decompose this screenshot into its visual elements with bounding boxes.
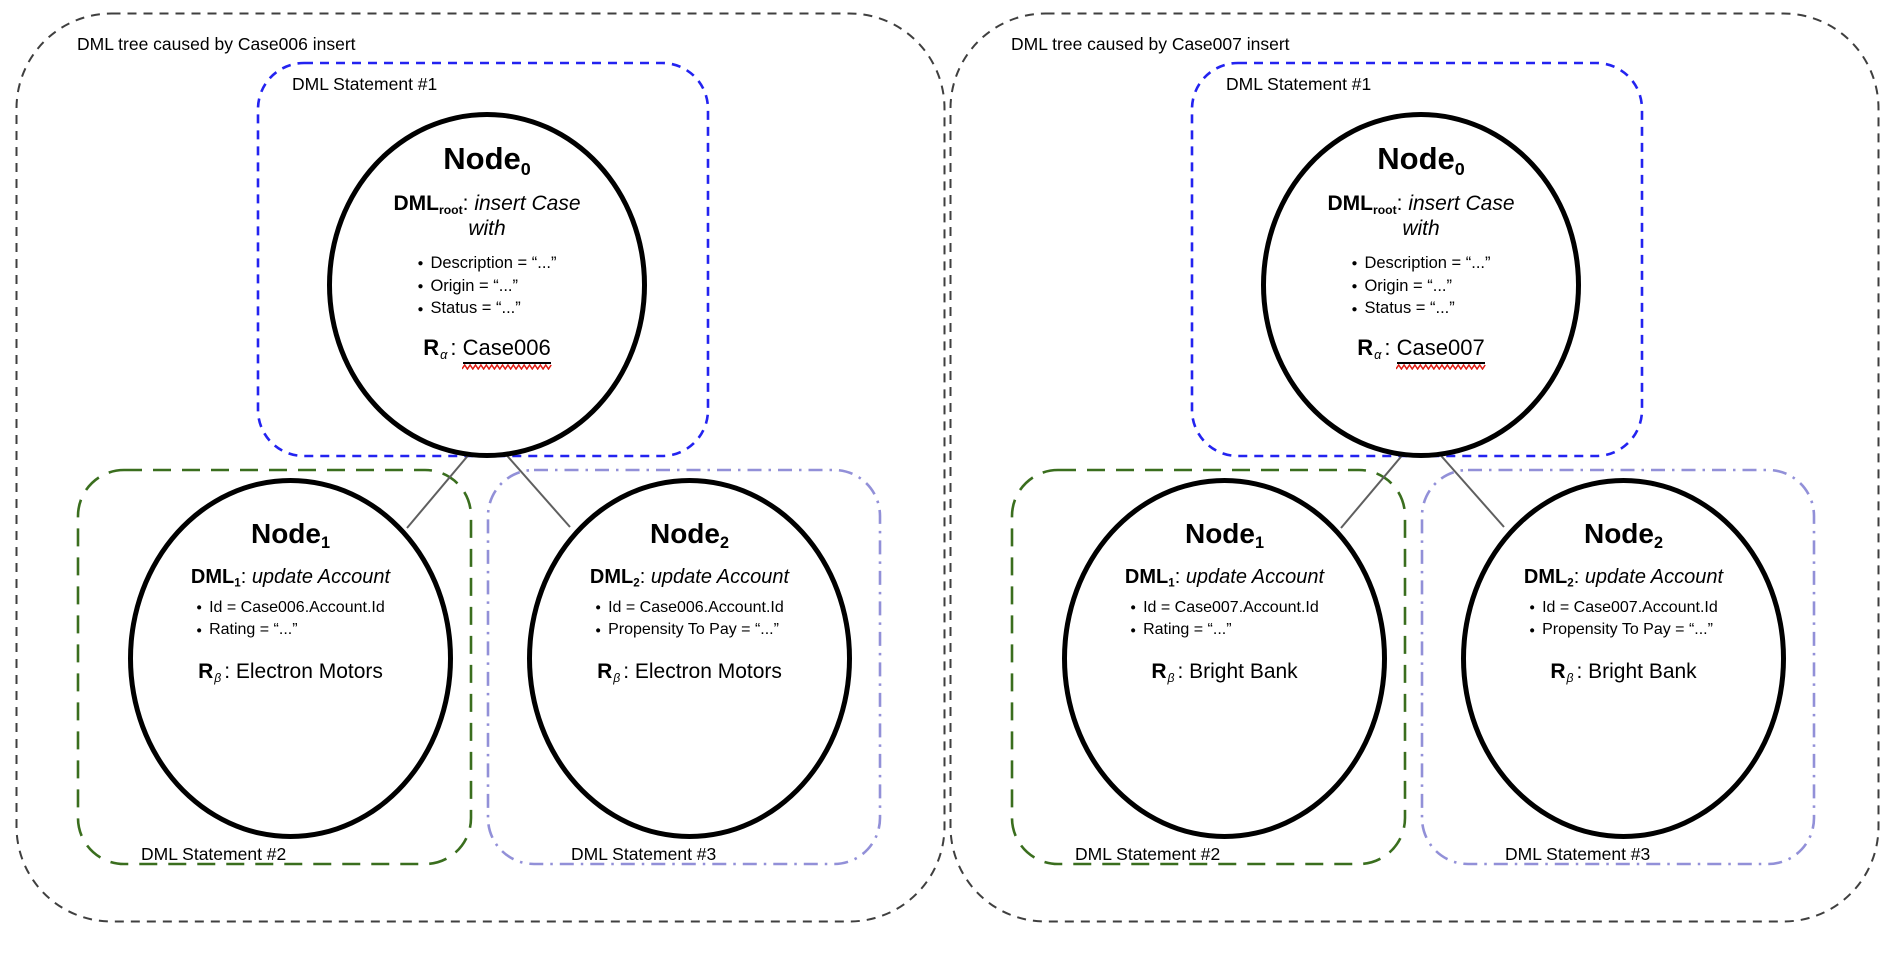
record-value: Case006 [462,335,551,361]
bullet-icon: ● [1351,303,1358,315]
field-text: Rating = “...” [1143,620,1232,638]
node2-dml-statement [590,565,789,589]
statement3-label: DML Statement #3 [1505,844,1651,864]
node2-title [649,518,730,553]
node-name: Node [1184,518,1255,549]
bullet-icon: ● [196,624,203,636]
dml-subscript: 2 [633,577,640,591]
bullet-icon: ● [1351,258,1358,270]
field-text: Id = Case006.Account.Id [608,598,784,616]
field-text: Id = Case007.Account.Id [1143,598,1319,616]
dml-label: DML [589,566,634,589]
separator: : [1576,659,1589,683]
node-name-subscript: 2 [719,534,730,553]
node0-circle [327,112,647,458]
field-row [1529,597,1717,619]
statement1-label: DML Statement #1 [1226,74,1372,94]
node-name-subscript: 0 [1454,158,1465,179]
dml-label: DML [1523,566,1568,589]
bullet-icon: ● [417,303,424,315]
record-subscript: β [1167,670,1175,685]
bullet-icon: ● [417,281,424,293]
field-row [417,252,556,275]
record-label: R [198,659,214,683]
separator: : [1573,566,1585,589]
dml-label: DML [393,191,439,215]
dml-label: DML [1124,566,1169,589]
dml-action: update Account [251,566,391,589]
field-text: Origin = “...” [1364,276,1452,295]
node-name: Node [649,518,720,549]
dml-action-continued: with [468,217,506,241]
node1-fields [196,597,384,641]
node0-dml-statement [393,191,580,242]
node-name-subscript: 2 [1653,534,1664,553]
node0-dml-statement [1327,191,1514,242]
node1-record [198,660,383,684]
separator: : [1174,566,1186,589]
spellcheck-wave-icon [1396,364,1486,370]
field-row [417,275,556,298]
statement2-label: DML Statement #2 [1075,844,1221,864]
field-row [1351,297,1490,320]
bullet-icon: ● [1529,602,1536,614]
node-name: Node [443,141,521,176]
node1-dml-statement [1125,565,1324,589]
node-name: Node [1583,518,1654,549]
field-text: Description = “...” [430,253,557,272]
node0-circle [1261,112,1581,458]
dml-tree-case007 [949,12,1880,923]
separator: : [240,566,252,589]
field-row [1130,619,1318,641]
bullet-icon: ● [595,624,602,636]
dml-action-continued: with [1402,217,1440,241]
node1-title [250,518,331,553]
dml-action: insert Case [474,191,581,215]
node0-record [1357,335,1484,364]
field-row [196,597,384,619]
record-subscript: α [1374,347,1382,363]
field-text: Id = Case006.Account.Id [209,598,385,616]
dml-action: update Account [1185,566,1325,589]
record-label: R [1550,659,1566,683]
dml-subscript: 1 [234,577,241,591]
statement2-label: DML Statement #2 [141,844,287,864]
dml-subscript: root [438,202,463,217]
dml-subscript: 2 [1567,577,1574,591]
tree-title: DML tree caused by Case007 insert [1011,34,1290,54]
tree-title: DML tree caused by Case006 insert [77,34,356,54]
record-value: Bright Bank [1189,659,1298,683]
node2-title [1583,518,1664,553]
node1-dml-statement [191,565,390,589]
field-text: Rating = “...” [209,620,298,638]
record-value: Electron Motors [235,659,383,683]
bullet-icon: ● [1529,624,1536,636]
dml-tree-case006 [15,12,946,923]
node1-circle [1062,478,1387,839]
field-row [595,597,783,619]
node-name-subscript: 0 [520,158,531,179]
dml-action: insert Case [1408,191,1515,215]
node1-circle [128,478,453,839]
node0-title [443,141,531,179]
statement3-label: DML Statement #3 [571,844,717,864]
field-text: Status = “...” [1364,299,1455,318]
record-subscript: β [1566,670,1574,685]
separator: : [1396,191,1409,215]
separator: : [639,566,651,589]
node2-record [597,660,782,684]
node0-fields [1351,252,1490,320]
dml-label: DML [1327,191,1373,215]
dml-subscript: 1 [1168,577,1175,591]
field-text: Status = “...” [430,299,521,318]
separator: : [1384,335,1397,361]
record-value-underlined [463,335,551,364]
field-row [1351,275,1490,298]
node2-fields [1529,597,1717,641]
bullet-icon: ● [196,602,203,614]
node1-fields [1130,597,1318,641]
node1-record [1151,660,1297,684]
record-value: Case007 [1396,335,1485,361]
field-row [595,619,783,641]
node2-record [1550,660,1696,684]
record-subscript: α [440,347,448,363]
record-value: Bright Bank [1588,659,1697,683]
node2-circle [527,478,852,839]
node-name-subscript: 1 [320,534,331,553]
record-value: Electron Motors [634,659,782,683]
record-value-underlined [1397,335,1485,364]
field-text: Description = “...” [1364,253,1491,272]
separator: : [462,191,475,215]
node-name-subscript: 1 [1254,534,1265,553]
record-subscript: β [613,670,621,685]
node-name: Node [250,518,321,549]
separator: : [623,659,635,683]
record-label: R [1151,659,1167,683]
node2-circle [1461,478,1786,839]
field-row [1351,252,1490,275]
node2-fields [595,597,783,641]
field-row [417,297,556,320]
statement1-label: DML Statement #1 [292,74,438,94]
field-row [1130,597,1318,619]
field-row [196,619,384,641]
bullet-icon: ● [1130,602,1137,614]
record-subscript: β [214,670,222,685]
separator: : [450,335,463,361]
field-text: Propensity To Pay = “...” [608,620,779,638]
node0-title [1377,141,1465,179]
bullet-icon: ● [417,258,424,270]
node-name: Node [1377,141,1455,176]
dml-subscript: root [1372,202,1397,217]
spellcheck-wave-icon [462,364,552,370]
dml-action: update Account [650,566,790,589]
bullet-icon: ● [1130,624,1137,636]
dml-action: update Account [1584,566,1724,589]
separator: : [224,659,236,683]
node0-fields [417,252,556,320]
field-text: Propensity To Pay = “...” [1542,620,1713,638]
node0-record [423,335,550,364]
field-text: Id = Case007.Account.Id [1542,598,1718,616]
bullet-icon: ● [1351,281,1358,293]
dml-label: DML [190,566,235,589]
field-text: Origin = “...” [430,276,518,295]
node2-dml-statement [1524,565,1723,589]
node1-title [1184,518,1265,553]
bullet-icon: ● [595,602,602,614]
record-label: R [597,659,613,683]
separator: : [1177,659,1190,683]
field-row [1529,619,1717,641]
record-label: R [1357,335,1374,361]
record-label: R [423,335,440,361]
